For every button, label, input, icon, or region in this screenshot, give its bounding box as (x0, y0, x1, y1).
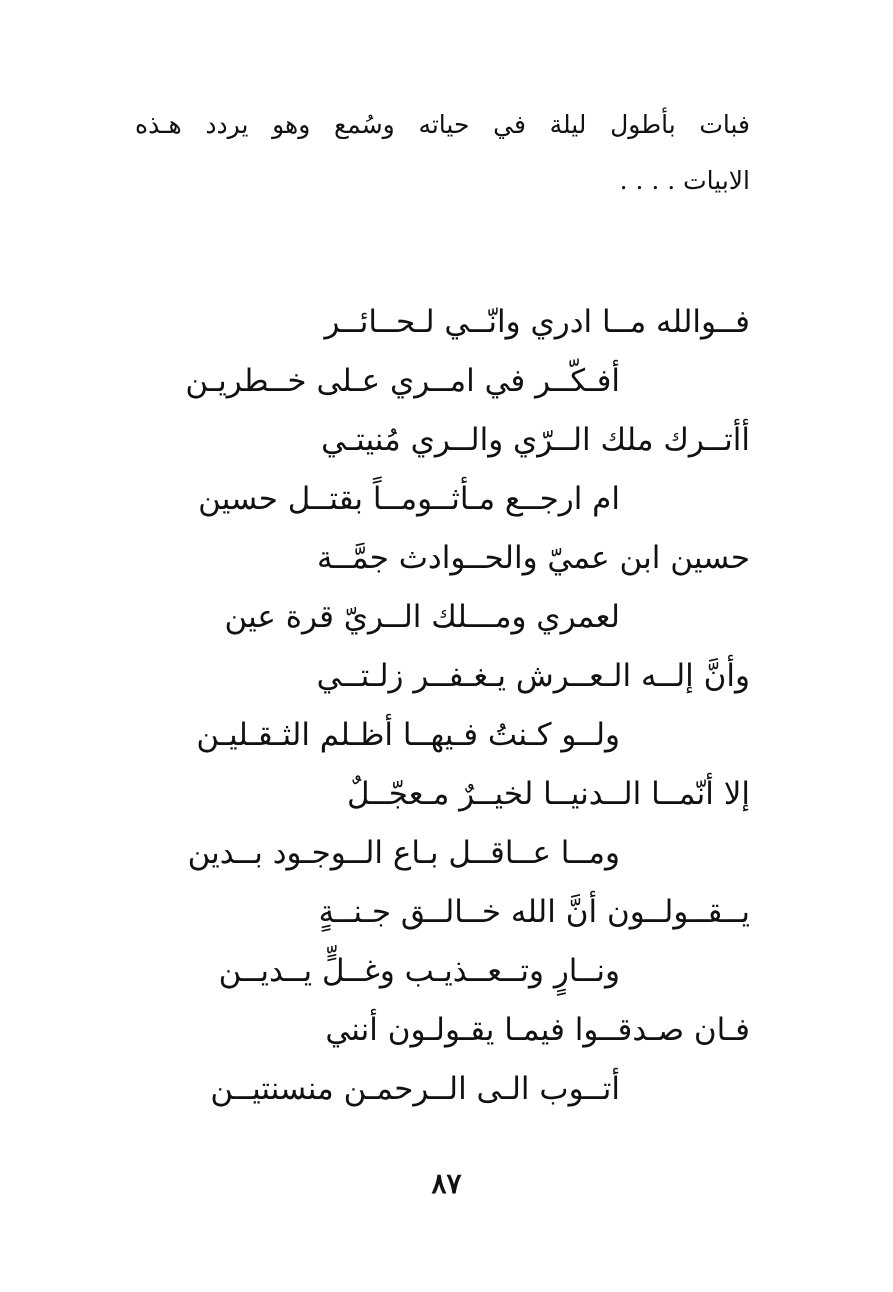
verse-line: ام ارجــع مـأثــومــاً بقتــل حسين (198, 481, 620, 517)
page-number: ٨٧ (431, 1167, 462, 1200)
intro-line-2: الابيات . . . . (619, 166, 750, 195)
verse-line: أتــوب الـى الــرحمـن منسنتيــن (210, 1071, 620, 1107)
verse-line: لعمري ومـــلك الــريّ قرة عين (224, 599, 620, 635)
verse-line: أفـكّــر في امــري عـلى خــطريـن (185, 363, 620, 399)
verse-line: وأنَّ إلــه الـعــرش يـغـفــر زلـتــي (316, 658, 750, 694)
verse-line: ونــارٍ وتــعــذيـب وغــلٍّ يــديــن (218, 953, 620, 989)
verse-line: فــوالله مــا ادري وانّــي لـحــائــر (324, 304, 750, 340)
verse-line: أأتــرك ملك الــرّي والــري مُنيتـي (321, 422, 750, 458)
verse-line: فـان صـدقــوا فيمـا يقـولـون أنني (325, 1012, 750, 1048)
verse-line: ومــا عــاقــل بـاع الــوجـود بــدين (187, 835, 620, 871)
verse-line: يــقــولــون أنَّ الله خــالــق جـنــةٍ (318, 894, 750, 930)
verse-line: ولــو كـنتُ فـيهــا أظـلم الثـقـليـن (196, 717, 620, 753)
verse-line: إلا أنّمــا الــدنيــا لخيــرٌ مـعجّــلٌ (347, 776, 750, 812)
verse-line: حسين ابن عميّ والحــوادث جمَّــة (317, 540, 750, 576)
intro-line-1: فبات بأطول ليلة في حياته وسُمع وهو يردد هـذه (135, 110, 750, 139)
